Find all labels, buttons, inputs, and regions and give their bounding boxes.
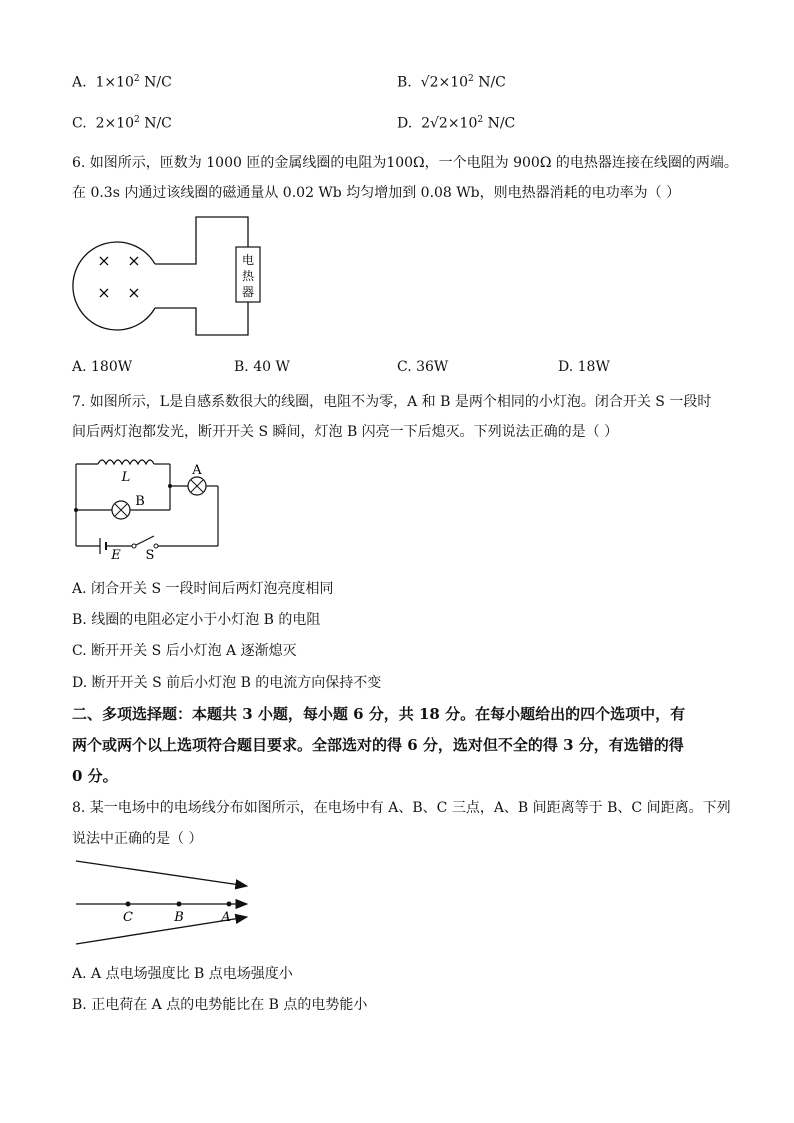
q8-stem-line2: 说法中正确的是（ ） — [72, 831, 203, 847]
q5-option-b: B. $√2\times 10^2$ N/C — [397, 74, 506, 91]
q5-option-d: D. $2√2\times 10^2$ N/C — [397, 115, 516, 132]
q7-stem-line1: 7. 如图所示，L是自感系数很大的线圈，电阻不为零，A 和 B 是两个相同的小灯泡。闭合开关 S 一段时 — [72, 394, 712, 410]
heater-label-2: 热 — [241, 269, 255, 283]
label-a: A — [192, 463, 202, 478]
q6-option-d: D. 18W — [558, 359, 610, 375]
label-l: L — [121, 470, 131, 485]
section2-line1: 二、多项选择题：本题共 3 小题，每小题 6 分，共 18 分。在每小题给出的四个选项中，有 — [72, 705, 686, 723]
q6-option-b: B. 40 W — [234, 359, 290, 375]
point-c — [126, 902, 131, 907]
q7-stem-line2: 间后两灯泡都发光，断开开关 S 瞬间，灯泡 B 闪亮一下后熄灭。下列说法正确的是（ ） — [72, 424, 619, 440]
section2-line3: 0 分。 — [72, 767, 118, 785]
label-b: B — [135, 494, 145, 509]
label-c: C — [123, 910, 133, 925]
point-a — [227, 902, 232, 907]
q7-option-c: C. 断开开关 S 后小灯泡 A 逐渐熄灭 — [72, 643, 297, 659]
q6-option-c: C. 36W — [397, 359, 449, 375]
q8-option-b: B. 正电荷在 A 点的电势能比在 B 点的电势能小 — [72, 997, 368, 1013]
section2-line2: 两个或两个以上选项符合题目要求。全部选对的得 6 分，选对但不全的得 3 分，有选错的得 — [72, 736, 684, 754]
field-cross-2: × — [127, 251, 141, 270]
q6-coil-figure — [70, 210, 270, 340]
q8-stem-line1: 8. 某一电场中的电场线分布如图所示，在电场中有 A、B、C 三点，A、B 间距离等于 B、C 间距离。下列 — [72, 800, 731, 816]
field-line-top — [76, 861, 247, 886]
field-cross-4: × — [127, 283, 141, 302]
q6-stem-line1: 6. 如图所示，匝数为 1000 匝的金属线圈的电阻为100Ω，一个电阻为 900Ω 的电热器连接在线圈的两端。 — [72, 155, 738, 171]
q7-option-b: B. 线圈的电阻必定小于小灯泡 B 的电阻 — [72, 612, 321, 628]
field-cross-1: × — [97, 251, 111, 270]
q5-option-a: A. $1\times 10^2$ N/C — [72, 74, 172, 91]
q7-option-d: D. 断开开关 S 前后小灯泡 B 的电流方向保持不变 — [72, 675, 382, 691]
upper-lead — [155, 217, 248, 335]
coil-loop — [73, 242, 155, 330]
q7-circuit-figure — [70, 450, 230, 563]
q8-option-a: A. A 点电场强度比 B 点电场强度小 — [72, 966, 293, 982]
point-b — [177, 902, 182, 907]
q6-stem-line2: 在 0.3s 内通过该线圈的磁通量从 0.02 Wb 均匀增加到 0.08 Wb，则电热器消耗的电功率为（ ） — [72, 185, 681, 201]
q8-field-lines-figure — [72, 855, 257, 950]
q5-option-c: C. $2\times 10^2$ N/C — [72, 115, 172, 132]
field-cross-3: × — [97, 283, 111, 302]
q6-option-a: A. 180W — [72, 359, 133, 375]
label-e: E — [111, 548, 121, 563]
heater-label-3: 器 — [241, 285, 255, 299]
heater-label-1: 电 — [241, 253, 255, 267]
inductor-coil — [98, 460, 154, 464]
switch-blade — [136, 536, 154, 545]
label-b8: B — [174, 910, 184, 925]
label-s: S — [145, 548, 155, 563]
label-a8: A — [221, 910, 231, 925]
q7-option-a: A. 闭合开关 S 一段时间后两灯泡亮度相同 — [72, 581, 334, 597]
